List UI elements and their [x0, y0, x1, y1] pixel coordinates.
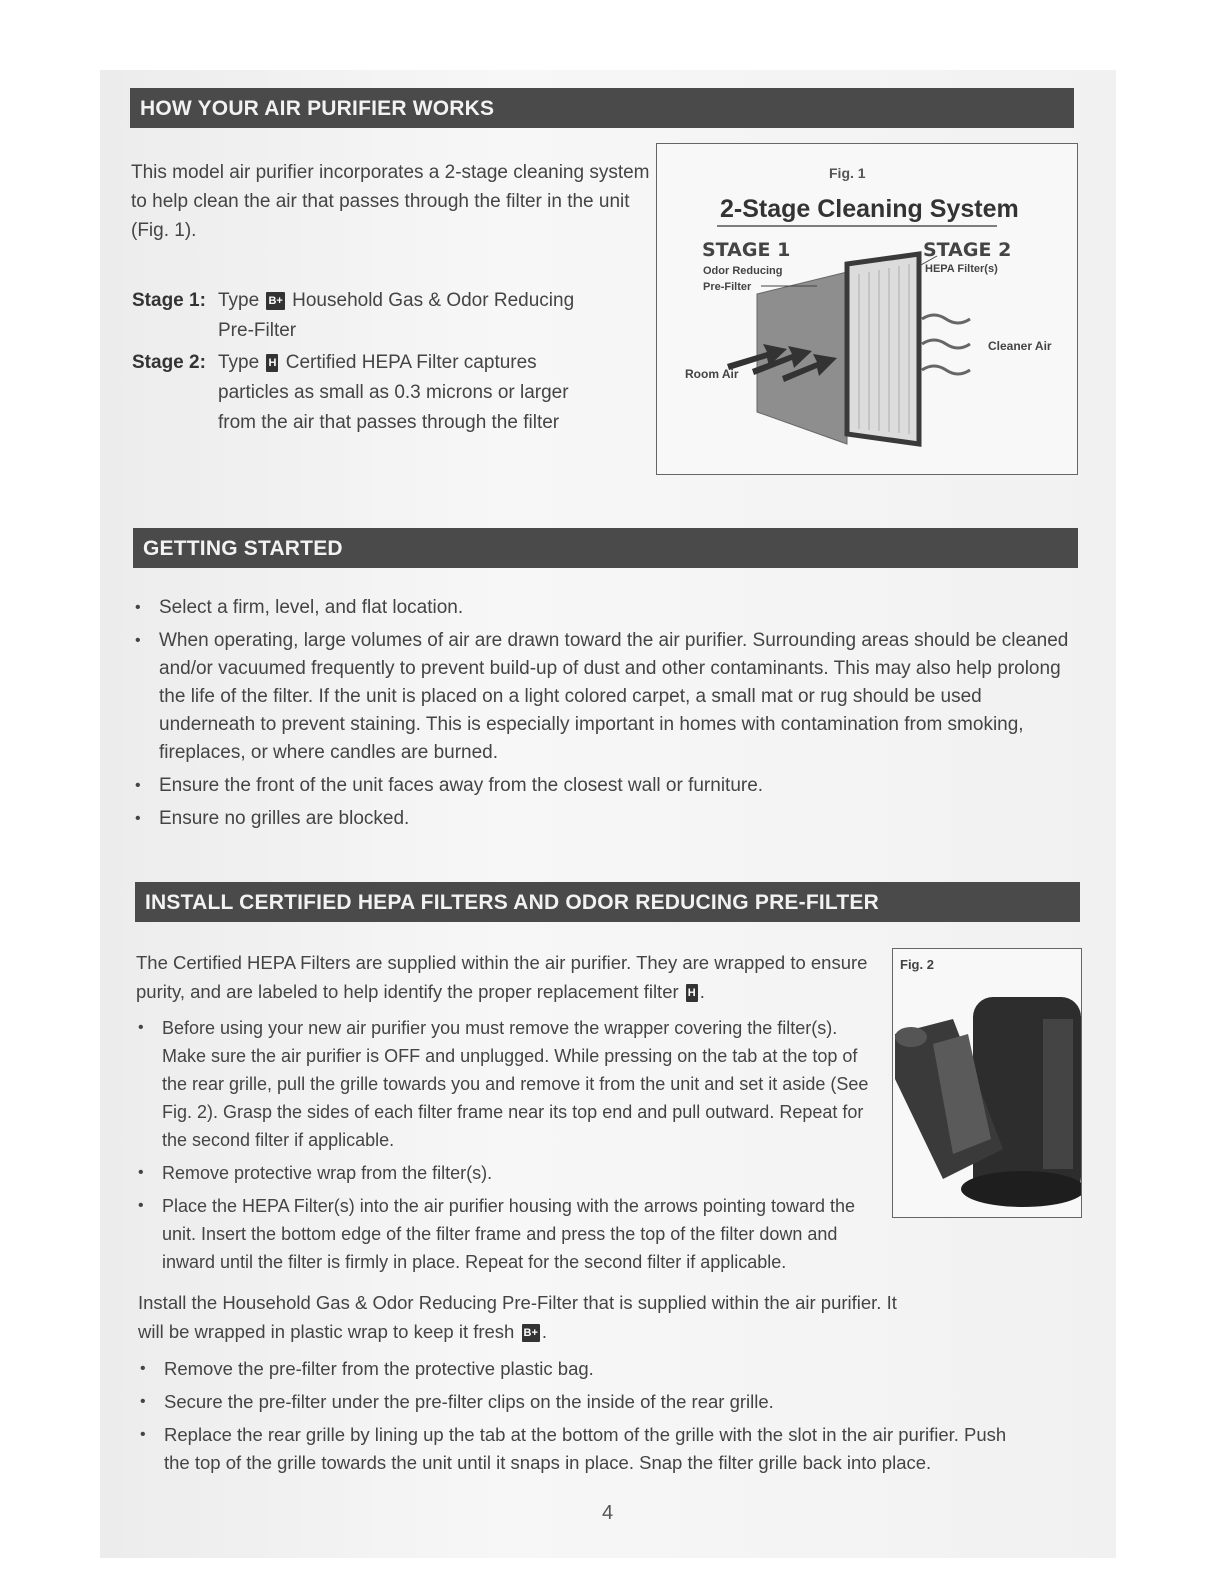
list-item: • When operating, large volumes of air are drawn toward the air purifier. Surrounding areas should be cleaned and/or vacuumed frequently to prevent build-up of dust and other contaminants. This may also help prolong the life of the filter. If the unit is placed on a light colored carpet, a small mat or rug should be used underneath to prevent staining. This is especially important in homes with contamination from smoking, fireplaces, or where candles are burned.: [133, 627, 1083, 767]
section-header-getting-started: GETTING STARTED: [133, 528, 1078, 568]
room-air-label: Room Air: [685, 367, 739, 381]
stage-1-title: STAGE 1: [702, 239, 791, 261]
stage-1-sub2: Pre-Filter: [703, 281, 752, 293]
stage-2-desc: Type H Certified HEPA Filter captures particles as small as 0.3 microns or larger from the air that passes through the filter: [218, 352, 569, 433]
list-item: • Ensure the front of the unit faces away from the closest wall or furniture.: [133, 772, 1083, 800]
prefilter-intro: Install the Household Gas & Odor Reducing Pre-Filter that is supplied within the air purifier. It will be wrapped in plastic wrap to keep it fresh B+ .: [138, 1292, 897, 1342]
list-item: • Remove the pre-filter from the protective plastic bag.: [138, 1355, 1008, 1383]
how-it-works-intro: This model air purifier incorporates a 2-stage cleaning system to help clean the air that passes through the filter in the unit (Fig. 1).: [131, 162, 650, 241]
install-prefilter-list: [138, 1355, 1008, 1482]
section-header-how-it-works: HOW YOUR AIR PURIFIER WORKS: [130, 88, 1074, 128]
filter-type-h-badge: H: [266, 354, 278, 372]
list-item: • Ensure no grilles are blocked.: [133, 805, 1083, 833]
fig-1-diagram: [656, 143, 1078, 475]
fig-1-caption: Fig. 1: [829, 165, 866, 181]
list-item: • Select a firm, level, and flat location.: [133, 594, 1083, 622]
two-stage-illustration: [657, 144, 1077, 474]
list-item: • Place the HEPA Filter(s) into the air purifier housing with the arrows pointing toward the unit. Insert the bottom edge of the filter frame and press the top of the filter down and inward until the filter is firmly in place. Repeat for the second filter if applicable.: [136, 1192, 876, 1276]
install-intro: The Certified HEPA Filters are supplied within the air purifier. They are wrapped to ensure purity, and are labeled to help identify the proper replacement filter H .: [136, 952, 868, 1002]
fig-2-caption: Fig. 2: [900, 957, 934, 972]
rear-grille-removal-photo: [893, 949, 1081, 1217]
stage-2-row: [132, 348, 652, 438]
list-item: • Replace the rear grille by lining up the tab at the bottom of the grille with the slot in the air purifier. Push the top of the grille towards the unit until it snaps in place. Snap the filter grille back into place.: [138, 1421, 1008, 1477]
getting-started-list: [133, 594, 1083, 838]
stage-1-row: [132, 286, 652, 346]
list-item: • Remove protective wrap from the filter(s).: [136, 1159, 876, 1187]
stage-1-desc: Type B+ Household Gas & Odor Reducing Pre-Filter: [218, 290, 575, 341]
fig-1-title: 2-Stage Cleaning System: [720, 195, 1019, 223]
list-item: • Secure the pre-filter under the pre-filter clips on the inside of the rear grille.: [138, 1388, 1008, 1416]
page-number: 4: [602, 1502, 614, 1524]
filter-type-b-plus-badge: B+: [266, 292, 284, 310]
install-hepa-list: [136, 1014, 876, 1281]
clean-air-wave-1: [922, 315, 970, 323]
clean-air-wave-3: [922, 366, 970, 374]
stage-1-label: Stage 1:: [132, 290, 206, 311]
stage-2-title: STAGE 2: [923, 239, 1012, 261]
stage-2-label: Stage 2:: [132, 352, 206, 373]
fig-2-photo: [892, 948, 1082, 1218]
hepa-filter-frame: [847, 254, 919, 444]
filter-type-b-plus-badge: B+: [522, 1324, 540, 1342]
clean-air-wave-2: [922, 340, 970, 348]
section-header-install-filters: INSTALL CERTIFIED HEPA FILTERS AND ODOR REDUCING PRE-FILTER: [135, 882, 1080, 922]
filter-type-h-badge: H: [686, 984, 698, 1002]
cleaner-air-label: Cleaner Air: [988, 339, 1052, 353]
list-item: • Before using your new air purifier you must remove the wrapper covering the filter(s). Make sure the air purifier is OFF and unplugged. While pressing on the tab at the top of the rear grille, pull the grille towards you and remove it from the unit and set it aside (See Fig. 2). Grasp the sides of each filter frame near its top end and pull outward. Repeat for the second filter if applicable.: [136, 1014, 876, 1154]
stage-1-sub1: Odor Reducing: [703, 265, 783, 277]
stage-2-sub: HEPA Filter(s): [925, 263, 998, 275]
